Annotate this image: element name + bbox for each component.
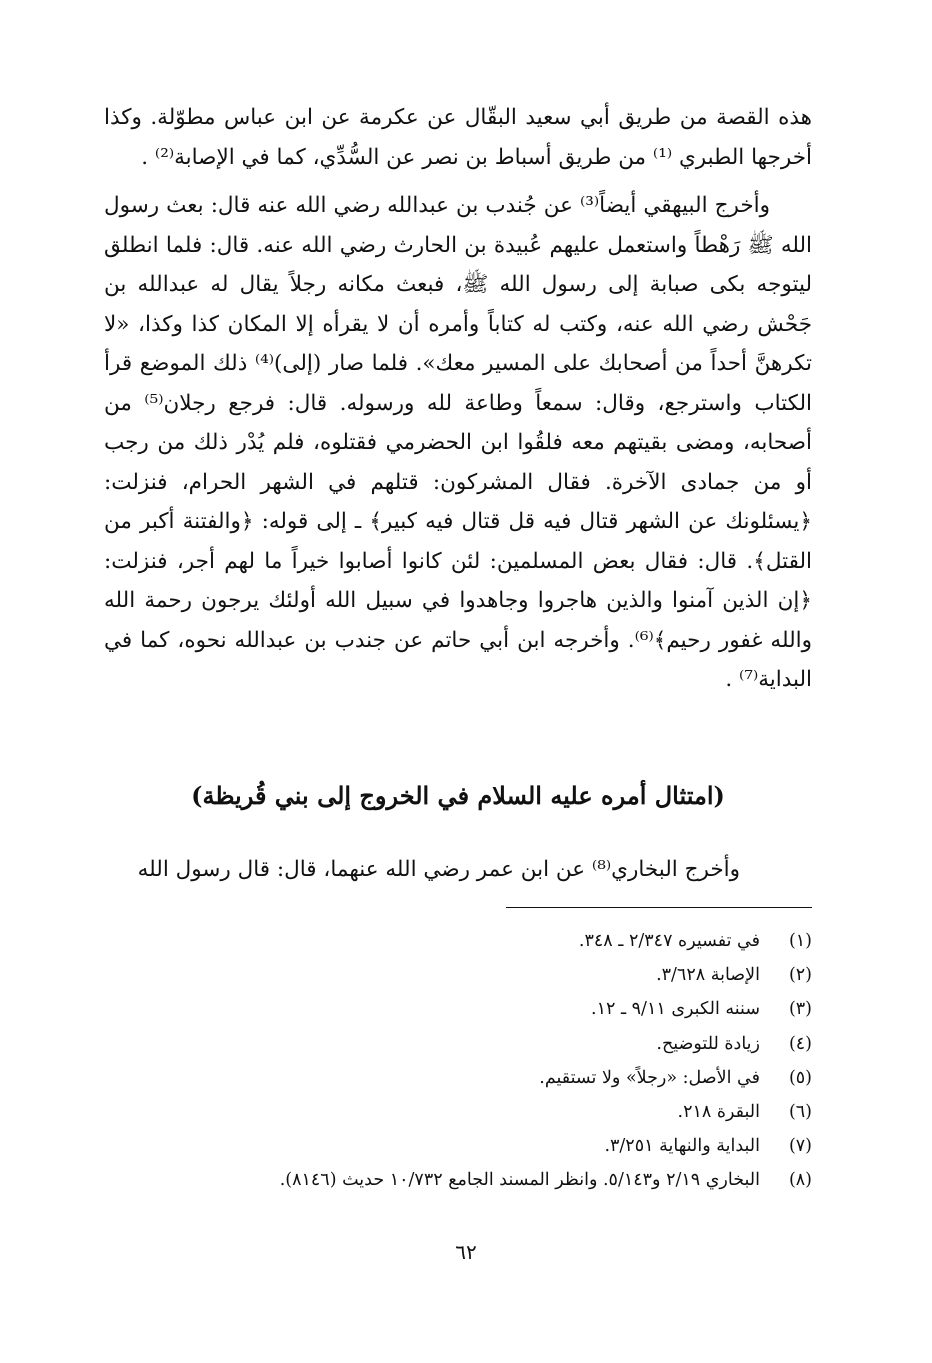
- section-heading: (امتثال أمره عليه السلام في الخروج إلى بني قُريظة): [191, 781, 725, 810]
- footnote-item: [104, 1163, 812, 1197]
- footnote-number: (٨): [788, 1170, 812, 1191]
- footnote-text: زيادة للتوضيح.: [656, 1033, 760, 1054]
- paragraph-1: هذه القصة من طريق أبي سعيد البقّال عن عكرمة عن ابن عباس مطوّلة. وكذا أخرجها الطبري ⁽¹⁾ من طريق أسباط بن نصر عن السُّدِّي، كما في الإصابة⁽²⁾ .: [104, 105, 812, 170]
- footnote-item: [104, 958, 812, 992]
- footnote-item: [104, 924, 812, 958]
- footnotes-list: [104, 924, 812, 1198]
- footnote-text: في تفسيره ٢/٣٤٧ ـ ٣٤٨.: [578, 931, 760, 951]
- footnote-text: الإصابة ٣/٦٢٨.: [656, 965, 760, 986]
- footnote-number: (٢): [788, 965, 812, 986]
- page-number: ٦٢: [455, 1240, 477, 1264]
- footnote-separator: [506, 907, 812, 908]
- footnote-number: (٦): [788, 1102, 812, 1123]
- footnote-number: (٧): [788, 1136, 812, 1157]
- footnote-item: [104, 1027, 812, 1061]
- footnote-text: في الأصل: «رجلاً» ولا تستقيم.: [539, 1067, 760, 1088]
- footnote-text: سننه الكبرى ٩/١١ ـ ١٢.: [591, 999, 760, 1020]
- footnote-number: (١): [788, 931, 812, 951]
- footnote-number: (٥): [788, 1067, 812, 1088]
- footnote-item: [104, 1095, 812, 1129]
- footnote-number: (٤): [788, 1033, 812, 1054]
- paragraph-2: وأخرج البيهقي أيضاً⁽³⁾ عن جُندب بن عبدالله رضي الله عنه قال: بعث رسول الله ﷺ رَهْطاً واستعمل عليهم عُبيدة بن الحارث رضي الله عنه. قال: فلما انطلق ليتوجه بكى صبابة إلى رسول الله ﷺ، فبعث مكانه رجلاً يقال له عبدالله بن جَحْش رضي الله عنه، وكتب له كتاباً وأمره أن لا يقرأه إلا المكان كذا وكذا، «لا تكرهنَّ أحداً من أصحابك على المسير معك». فلما صار (إلى)⁽⁴⁾ ذلك الموضع قرأ الكتاب واسترجع، وقال: سمعاً وطاعة لله ورسوله. قال: فرجع رجلان⁽⁵⁾ من أصحابه، ومضى بقيتهم معه فلقُوا ابن الحضرمي فقتلوه، فلم يُدْر ذلك من رجب أو من جمادى الآخرة. فقال المشركون: قتلهم في الشهر الحرام، فنزلت: ﴿يسئلونك عن الشهر قتال فيه قل قتال فيه كبير﴾ ـ إلى قوله: ﴿والفتنة أكبر من القتل﴾. قال: فقال بعض المسلمين: لئن كانوا أصابوا خيراً ما لهم أجر، فنزلت: ﴿إن الذين آمنوا والذين هاجروا وجاهدوا في سبيل الله أولئك يرجون رحمة الله والله غفور رحيم﴾⁽⁶⁾. وأخرجه ابن أبي حاتم عن جندب بن عبدالله نحوه، كما في البداية⁽⁷⁾ .: [104, 193, 813, 692]
- footnote-item: [104, 992, 812, 1026]
- footnote-text: البداية والنهاية ٣/٢٥١.: [604, 1136, 760, 1157]
- footnote-number: (٣): [788, 999, 812, 1020]
- footnote-item: [104, 1061, 812, 1095]
- main-text: [104, 98, 812, 700]
- section-paragraph: وأخرج البخاري⁽⁸⁾ عن ابن عمر رضي الله عنهما، قال: قال رسول الله: [137, 856, 740, 882]
- footnote-item: [104, 1129, 812, 1163]
- footnote-text: البقرة ٢١٨.: [677, 1102, 760, 1123]
- footnote-text: البخاري ٢/١٩ و٥/١٤٣. وانظر المسند الجامع ١٠/٧٣٢ حديث (٨١٤٦).: [279, 1170, 760, 1191]
